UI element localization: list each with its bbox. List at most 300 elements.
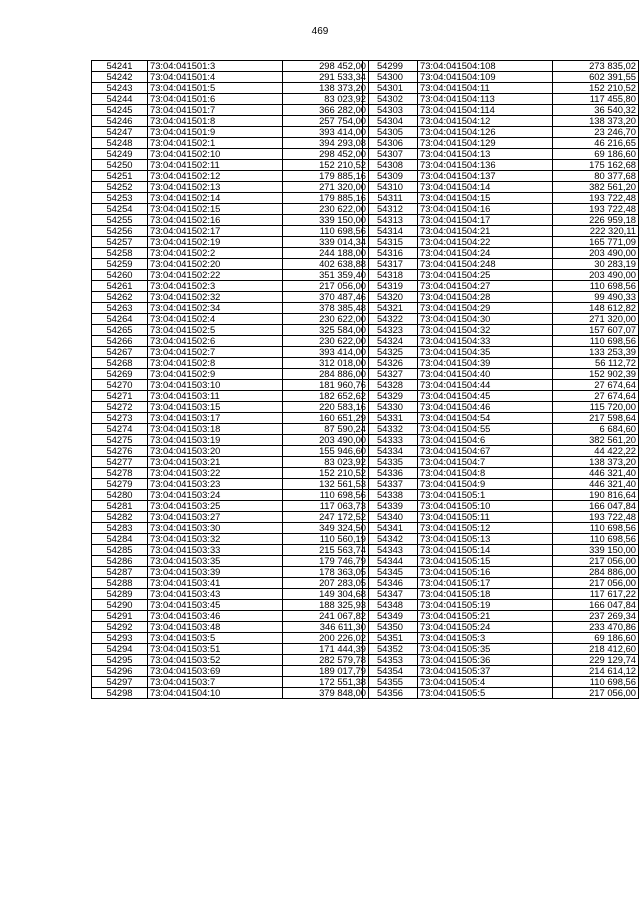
table-row: [92, 413, 369, 424]
value-cell: 110 698,56: [553, 534, 639, 545]
row-number-cell: 54254: [92, 204, 148, 215]
cadastral-number-cell: 73:04:041503:25: [148, 501, 283, 512]
row-number-cell: 54347: [363, 589, 418, 600]
cadastral-number-cell: 73:04:041503:39: [148, 567, 283, 578]
table-row: [92, 347, 369, 358]
table-row: [363, 138, 639, 149]
table-row: [92, 127, 369, 138]
table-row: [363, 160, 639, 171]
cadastral-number-cell: 73:04:041501:9: [148, 127, 283, 138]
row-number-cell: 54249: [92, 149, 148, 160]
value-cell: 175 162,68: [553, 160, 639, 171]
row-number-cell: 54278: [92, 468, 148, 479]
cadastral-number-cell: 73:04:041502:32: [148, 292, 283, 303]
cadastral-number-cell: 73:04:041505:17: [418, 578, 553, 589]
cadastral-number-cell: 73:04:041505:5: [418, 688, 553, 699]
value-cell: 56 112,72: [553, 358, 639, 369]
cadastral-number-cell: 73:04:041503:7: [148, 677, 283, 688]
cadastral-number-cell: 73:04:041504:35: [418, 347, 553, 358]
row-number-cell: 54291: [92, 611, 148, 622]
table-row: [92, 600, 369, 611]
value-cell: 69 186,60: [553, 633, 639, 644]
value-cell: 193 722,48: [553, 193, 639, 204]
value-cell: 217 056,00: [283, 281, 369, 292]
cadastral-number-cell: 73:04:041503:48: [148, 622, 283, 633]
cadastral-number-cell: 73:04:041503:17: [148, 413, 283, 424]
cadastral-number-cell: 73:04:041504:67: [418, 446, 553, 457]
value-cell: 152 210,52: [283, 468, 369, 479]
row-number-cell: 54351: [363, 633, 418, 644]
value-cell: 117 063,73: [283, 501, 369, 512]
cadastral-number-cell: 73:04:041505:21: [418, 611, 553, 622]
cadastral-number-cell: 73:04:041502:14: [148, 193, 283, 204]
row-number-cell: 54340: [363, 512, 418, 523]
row-number-cell: 54255: [92, 215, 148, 226]
table-row: [363, 611, 639, 622]
cadastral-number-cell: 73:04:041502:16: [148, 215, 283, 226]
row-number-cell: 54267: [92, 347, 148, 358]
table-row: [363, 336, 639, 347]
value-cell: 133 253,39: [553, 347, 639, 358]
row-number-cell: 54341: [363, 523, 418, 534]
cadastral-number-cell: 73:04:041502:20: [148, 259, 283, 270]
row-number-cell: 54253: [92, 193, 148, 204]
table-row: [92, 523, 369, 534]
row-number-cell: 54273: [92, 413, 148, 424]
table-row: [92, 435, 369, 446]
row-number-cell: 54304: [363, 116, 418, 127]
row-number-cell: 54247: [92, 127, 148, 138]
row-number-cell: 54257: [92, 237, 148, 248]
table-row: [92, 171, 369, 182]
value-cell: 27 674,64: [553, 391, 639, 402]
row-number-cell: 54276: [92, 446, 148, 457]
cadastral-number-cell: 73:04:041504:114: [418, 105, 553, 116]
table-row: [92, 534, 369, 545]
cadastral-number-cell: 73:04:041505:4: [418, 677, 553, 688]
row-number-cell: 54310: [363, 182, 418, 193]
row-number-cell: 54272: [92, 402, 148, 413]
table-row: [92, 578, 369, 589]
cadastral-number-cell: 73:04:041502:1: [148, 138, 283, 149]
cadastral-number-cell: 73:04:041503:33: [148, 545, 283, 556]
table-row: [92, 193, 369, 204]
cadastral-number-cell: 73:04:041504:8: [418, 468, 553, 479]
table-row: [92, 512, 369, 523]
value-cell: 379 848,00: [283, 688, 369, 699]
row-number-cell: 54241: [92, 61, 148, 72]
table-row: [363, 281, 639, 292]
cadastral-number-cell: 73:04:041504:108: [418, 61, 553, 72]
row-number-cell: 54285: [92, 545, 148, 556]
value-cell: 351 359,40: [283, 270, 369, 281]
cadastral-number-cell: 73:04:041504:16: [418, 204, 553, 215]
value-cell: 117 617,22: [553, 589, 639, 600]
value-cell: 182 652,62: [283, 391, 369, 402]
value-cell: 222 320,11: [553, 226, 639, 237]
row-number-cell: 54277: [92, 457, 148, 468]
value-cell: 284 886,00: [553, 567, 639, 578]
table-row: [363, 501, 639, 512]
table-row: [363, 424, 639, 435]
row-number-cell: 54313: [363, 215, 418, 226]
cadastral-number-cell: 73:04:041502:22: [148, 270, 283, 281]
cadastral-number-cell: 73:04:041502:8: [148, 358, 283, 369]
row-number-cell: 54332: [363, 424, 418, 435]
table-row: [92, 644, 369, 655]
table-row: [363, 644, 639, 655]
value-cell: 117 455,80: [553, 94, 639, 105]
value-cell: 233 470,86: [553, 622, 639, 633]
row-number-cell: 54295: [92, 655, 148, 666]
cadastral-number-cell: 73:04:041505:3: [418, 633, 553, 644]
cadastral-number-cell: 73:04:041501:8: [148, 116, 283, 127]
value-cell: 179 885,16: [283, 193, 369, 204]
row-number-cell: 54260: [92, 270, 148, 281]
value-cell: 157 607,07: [553, 325, 639, 336]
row-number-cell: 54264: [92, 314, 148, 325]
value-cell: 99 490,33: [553, 292, 639, 303]
row-number-cell: 54302: [363, 94, 418, 105]
table-row: [363, 633, 639, 644]
table-row: [363, 600, 639, 611]
value-cell: 393 414,00: [283, 127, 369, 138]
row-number-cell: 54326: [363, 358, 418, 369]
table-row: [92, 633, 369, 644]
value-cell: 149 304,68: [283, 589, 369, 600]
cadastral-number-cell: 73:04:041505:13: [418, 534, 553, 545]
value-cell: 218 412,60: [553, 644, 639, 655]
cadastral-number-cell: 73:04:041504:7: [418, 457, 553, 468]
value-cell: 271 320,00: [283, 182, 369, 193]
cadastral-number-cell: 73:04:041504:29: [418, 303, 553, 314]
value-cell: 339 150,00: [283, 215, 369, 226]
row-number-cell: 54311: [363, 193, 418, 204]
row-number-cell: 54298: [92, 688, 148, 699]
row-number-cell: 54293: [92, 633, 148, 644]
table-row: [92, 589, 369, 600]
row-number-cell: 54318: [363, 270, 418, 281]
cadastral-number-cell: 73:04:041504:109: [418, 72, 553, 83]
cadastral-number-cell: 73:04:041505:11: [418, 512, 553, 523]
cadastral-number-cell: 73:04:041505:15: [418, 556, 553, 567]
row-number-cell: 54335: [363, 457, 418, 468]
row-number-cell: 54287: [92, 567, 148, 578]
cadastral-number-cell: 73:04:041505:18: [418, 589, 553, 600]
table-row: [363, 314, 639, 325]
row-number-cell: 54300: [363, 72, 418, 83]
table-row: [363, 622, 639, 633]
value-cell: 312 018,00: [283, 358, 369, 369]
row-number-cell: 54307: [363, 149, 418, 160]
left-data-table: [91, 60, 369, 699]
table-row: [92, 138, 369, 149]
cadastral-number-cell: 73:04:041502:9: [148, 369, 283, 380]
value-cell: 190 816,64: [553, 490, 639, 501]
table-row: [363, 61, 639, 72]
row-number-cell: 54305: [363, 127, 418, 138]
row-number-cell: 54274: [92, 424, 148, 435]
table-row: [92, 83, 369, 94]
row-number-cell: 54349: [363, 611, 418, 622]
row-number-cell: 54314: [363, 226, 418, 237]
table-row: [92, 545, 369, 556]
value-cell: 46 216,65: [553, 138, 639, 149]
cadastral-number-cell: 73:04:041503:32: [148, 534, 283, 545]
cadastral-number-cell: 73:04:041504:11: [418, 83, 553, 94]
row-number-cell: 54321: [363, 303, 418, 314]
cadastral-number-cell: 73:04:041505:10: [418, 501, 553, 512]
value-cell: 217 056,00: [553, 578, 639, 589]
cadastral-number-cell: 73:04:041504:33: [418, 336, 553, 347]
cadastral-number-cell: 73:04:041503:18: [148, 424, 283, 435]
table-row: [363, 479, 639, 490]
row-number-cell: 54269: [92, 369, 148, 380]
value-cell: 115 720,00: [553, 402, 639, 413]
cadastral-number-cell: 73:04:041502:17: [148, 226, 283, 237]
value-cell: 229 129,74: [553, 655, 639, 666]
table-row: [363, 490, 639, 501]
row-number-cell: 54330: [363, 402, 418, 413]
row-number-cell: 54246: [92, 116, 148, 127]
row-number-cell: 54329: [363, 391, 418, 402]
table-row: [363, 666, 639, 677]
table-row: [92, 105, 369, 116]
table-row: [363, 534, 639, 545]
value-cell: 203 490,00: [283, 435, 369, 446]
cadastral-number-cell: 73:04:041502:12: [148, 171, 283, 182]
row-number-cell: 54262: [92, 292, 148, 303]
table-row: [92, 270, 369, 281]
table-row: [92, 567, 369, 578]
row-number-cell: 54333: [363, 435, 418, 446]
table-row: [92, 160, 369, 171]
table-row: [92, 292, 369, 303]
cadastral-number-cell: 73:04:041502:11: [148, 160, 283, 171]
row-number-cell: 54258: [92, 248, 148, 259]
cadastral-number-cell: 73:04:041504:129: [418, 138, 553, 149]
table-row: [92, 677, 369, 688]
row-number-cell: 54270: [92, 380, 148, 391]
row-number-cell: 54244: [92, 94, 148, 105]
cadastral-number-cell: 73:04:041503:30: [148, 523, 283, 534]
row-number-cell: 54323: [363, 325, 418, 336]
value-cell: 138 373,20: [553, 116, 639, 127]
value-cell: 325 584,00: [283, 325, 369, 336]
table-row: [92, 380, 369, 391]
table-row: [363, 303, 639, 314]
table-row: [363, 171, 639, 182]
cadastral-number-cell: 73:04:041504:10: [148, 688, 283, 699]
table-row: [92, 479, 369, 490]
row-number-cell: 54353: [363, 655, 418, 666]
value-cell: 138 373,20: [283, 83, 369, 94]
cadastral-number-cell: 73:04:041503:23: [148, 479, 283, 490]
value-cell: 179 746,79: [283, 556, 369, 567]
value-cell: 80 377,68: [553, 171, 639, 182]
row-number-cell: 54297: [92, 677, 148, 688]
table-row: [363, 655, 639, 666]
table-row: [92, 556, 369, 567]
table-row: [363, 83, 639, 94]
table-row: [363, 380, 639, 391]
row-number-cell: 54345: [363, 567, 418, 578]
cadastral-number-cell: 73:04:041503:15: [148, 402, 283, 413]
cadastral-number-cell: 73:04:041504:40: [418, 369, 553, 380]
cadastral-number-cell: 73:04:041501:7: [148, 105, 283, 116]
table-row: [363, 457, 639, 468]
table-row: [92, 424, 369, 435]
table-row: [92, 237, 369, 248]
cadastral-number-cell: 73:04:041503:52: [148, 655, 283, 666]
row-number-cell: 54346: [363, 578, 418, 589]
cadastral-number-cell: 73:04:041504:13: [418, 149, 553, 160]
cadastral-number-cell: 73:04:041503:35: [148, 556, 283, 567]
row-number-cell: 54281: [92, 501, 148, 512]
table-row: [92, 72, 369, 83]
row-number-cell: 54256: [92, 226, 148, 237]
table-row: [363, 688, 639, 699]
row-number-cell: 54292: [92, 622, 148, 633]
row-number-cell: 54343: [363, 545, 418, 556]
value-cell: 110 698,56: [283, 490, 369, 501]
cadastral-number-cell: 73:04:041504:44: [418, 380, 553, 391]
table-row: [363, 248, 639, 259]
row-number-cell: 54301: [363, 83, 418, 94]
value-cell: 217 056,00: [553, 556, 639, 567]
cadastral-number-cell: 73:04:041502:6: [148, 336, 283, 347]
right-data-table: [362, 60, 639, 699]
table-row: [92, 314, 369, 325]
value-cell: 207 283,05: [283, 578, 369, 589]
cadastral-number-cell: 73:04:041504:25: [418, 270, 553, 281]
cadastral-number-cell: 73:04:041503:43: [148, 589, 283, 600]
row-number-cell: 54284: [92, 534, 148, 545]
cadastral-number-cell: 73:04:041504:17: [418, 215, 553, 226]
value-cell: 230 622,00: [283, 336, 369, 347]
row-number-cell: 54290: [92, 600, 148, 611]
value-cell: 188 325,93: [283, 600, 369, 611]
row-number-cell: 54299: [363, 61, 418, 72]
value-cell: 132 561,53: [283, 479, 369, 490]
table-row: [363, 512, 639, 523]
cadastral-number-cell: 73:04:041505:12: [418, 523, 553, 534]
table-row: [92, 149, 369, 160]
cadastral-number-cell: 73:04:041503:45: [148, 600, 283, 611]
row-number-cell: 54245: [92, 105, 148, 116]
row-number-cell: 54334: [363, 446, 418, 457]
cadastral-number-cell: 73:04:041504:137: [418, 171, 553, 182]
cadastral-number-cell: 73:04:041504:113: [418, 94, 553, 105]
row-number-cell: 54352: [363, 644, 418, 655]
value-cell: 394 293,08: [283, 138, 369, 149]
cadastral-number-cell: 73:04:041501:3: [148, 61, 283, 72]
cadastral-number-cell: 73:04:041505:19: [418, 600, 553, 611]
table-row: [92, 622, 369, 633]
cadastral-number-cell: 73:04:041502:19: [148, 237, 283, 248]
cadastral-number-cell: 73:04:041503:46: [148, 611, 283, 622]
value-cell: 83 023,92: [283, 457, 369, 468]
cadastral-number-cell: 73:04:041502:15: [148, 204, 283, 215]
cadastral-number-cell: 73:04:041504:46: [418, 402, 553, 413]
row-number-cell: 54342: [363, 534, 418, 545]
value-cell: 110 698,56: [553, 336, 639, 347]
left-table-body: [92, 61, 369, 699]
cadastral-number-cell: 73:04:041504:22: [418, 237, 553, 248]
row-number-cell: 54317: [363, 259, 418, 270]
row-number-cell: 54336: [363, 468, 418, 479]
table-row: [363, 391, 639, 402]
value-cell: 193 722,48: [553, 204, 639, 215]
cadastral-number-cell: 73:04:041502:5: [148, 325, 283, 336]
value-cell: 284 886,00: [283, 369, 369, 380]
value-cell: 110 698,56: [283, 226, 369, 237]
cadastral-number-cell: 73:04:041503:24: [148, 490, 283, 501]
table-row: [363, 204, 639, 215]
row-number-cell: 54289: [92, 589, 148, 600]
table-row: [92, 457, 369, 468]
row-number-cell: 54354: [363, 666, 418, 677]
cadastral-number-cell: 73:04:041504:32: [418, 325, 553, 336]
cadastral-number-cell: 73:04:041501:6: [148, 94, 283, 105]
row-number-cell: 54320: [363, 292, 418, 303]
cadastral-number-cell: 73:04:041501:5: [148, 83, 283, 94]
value-cell: 220 583,16: [283, 402, 369, 413]
value-cell: 110 560,19: [283, 534, 369, 545]
table-row: [363, 589, 639, 600]
value-cell: 30 283,19: [553, 259, 639, 270]
value-cell: 152 210,52: [283, 160, 369, 171]
table-row: [92, 402, 369, 413]
row-number-cell: 54265: [92, 325, 148, 336]
cadastral-number-cell: 73:04:041503:11: [148, 391, 283, 402]
value-cell: 349 324,50: [283, 523, 369, 534]
row-number-cell: 54350: [363, 622, 418, 633]
value-cell: 298 452,00: [283, 149, 369, 160]
value-cell: 230 622,00: [283, 204, 369, 215]
cadastral-number-cell: 73:04:041503:5: [148, 633, 283, 644]
value-cell: 172 551,38: [283, 677, 369, 688]
page-number: 469: [311, 26, 329, 37]
row-number-cell: 54308: [363, 160, 418, 171]
value-cell: 339 014,34: [283, 237, 369, 248]
table-row: [363, 578, 639, 589]
table-row: [363, 105, 639, 116]
cadastral-number-cell: 73:04:041504:54: [418, 413, 553, 424]
row-number-cell: 54266: [92, 336, 148, 347]
cadastral-number-cell: 73:04:041504:6: [418, 435, 553, 446]
row-number-cell: 54322: [363, 314, 418, 325]
cadastral-number-cell: 73:04:041504:136: [418, 160, 553, 171]
value-cell: 110 698,56: [553, 523, 639, 534]
table-row: [363, 292, 639, 303]
cadastral-number-cell: 73:04:041504:126: [418, 127, 553, 138]
cadastral-number-cell: 73:04:041505:14: [418, 545, 553, 556]
row-number-cell: 54303: [363, 105, 418, 116]
table-row: [92, 369, 369, 380]
table-row: [92, 215, 369, 226]
table-row: [363, 270, 639, 281]
table-row: [92, 259, 369, 270]
row-number-cell: 54268: [92, 358, 148, 369]
table-row: [363, 259, 639, 270]
table-row: [363, 523, 639, 534]
value-cell: 203 490,00: [553, 248, 639, 259]
table-row: [363, 413, 639, 424]
value-cell: 152 902,39: [553, 369, 639, 380]
table-row: [92, 116, 369, 127]
value-cell: 402 638,88: [283, 259, 369, 270]
